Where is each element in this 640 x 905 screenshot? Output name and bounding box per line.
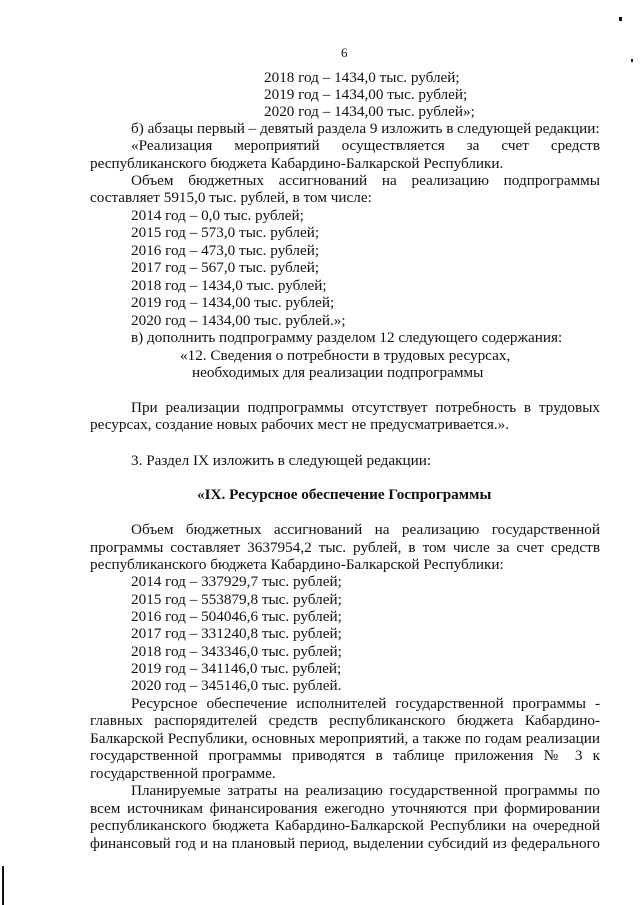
text-line: 2018 год – 1434,0 тыс. рублей; [131,277,327,294]
text-line: 2017 год – 567,0 тыс. рублей; [131,259,320,276]
text-line: 2020 год – 1434,00 тыс. рублей»; [264,103,475,120]
text-line: 2015 год – 573,0 тыс. рублей; [131,224,320,241]
text-line: составляет 5915,0 тыс. рублей, в том числе: [90,189,372,206]
text-line: 2016 год – 473,0 тыс. рублей; [131,242,320,259]
text-line: программы составляет 3637954,2 тыс. рублей, в том числе за счет средств [90,539,600,556]
text-line: Объем бюджетных ассигнований на реализацию подпрограммы [131,172,600,189]
text-line: 2014 год – 0,0 тыс. рублей; [131,207,304,224]
text-line: При реализации подпрограммы отсутствует потребность в трудовых [131,399,600,416]
text-line: 2020 год – 345146,0 тыс. рублей. [131,677,342,694]
text-line: Планируемые затраты на реализацию государственной программы по [131,782,600,799]
text-line: республиканского бюджета Кабардино-Балкарской Республики. [90,155,504,172]
section-heading-line: необходимых для реализации подпрограммы [192,364,484,381]
page-number: 6 [341,45,348,60]
text-line: государственной программе. [90,765,276,782]
text-line: главных распорядителей средств республиканского бюджета Кабардино- [90,712,600,729]
text-line: 3. Раздел IX изложить в следующей редакции: [131,452,432,469]
text-line: 2018 год – 343346,0 тыс. рублей; [131,643,342,660]
text-line: 2018 год – 1434,0 тыс. рублей; [264,69,460,86]
text-line: Балкарской Республики, основных мероприятий, а также по годам реализации [90,730,600,747]
text-line: 2017 год – 331240,8 тыс. рублей; [131,625,342,642]
scan-mark-right [631,59,633,62]
text-line: Объем бюджетных ассигнований на реализацию государственной [131,521,600,538]
text-line: 2020 год – 1434,00 тыс. рублей.»; [131,312,346,329]
text-line: б) абзацы первый – девятый раздела 9 изложить в следующей редакции: [131,120,600,137]
text-line: республиканского бюджета Кабардино-Балкарской Республики: [90,556,504,573]
text-line: 2014 год – 337929,7 тыс. рублей; [131,573,342,590]
text-line: республиканского бюджета Кабардино-Балкарской Республики на очередной [90,817,600,834]
text-line: всем источникам финансирования ежегодно уточняются при формировании [90,800,600,817]
text-line: 2015 год – 553879,8 тыс. рублей; [131,591,342,608]
text-line: в) дополнить подпрограмму разделом 12 следующего содержания: [131,329,563,346]
text-line: 2019 год – 1434,00 тыс. рублей; [131,294,335,311]
text-line: 2019 год – 341146,0 тыс. рублей; [131,660,342,677]
text-line: государственной программы приводятся в таблице приложения № 3 к [90,747,600,764]
scan-mark-left-edge [2,866,4,905]
section-heading-line: «12. Сведения о потребности в трудовых ресурсах, [180,347,511,364]
text-line: финансовый год и на плановый период, выделении субсидий из федерального [90,835,600,852]
text-line: 2019 год – 1434,00 тыс. рублей; [264,86,468,103]
text-line: «Реализация мероприятий осуществляется за счет средств [131,137,600,154]
text-line: ресурсах, создание новых рабочих мест не предусматривается.». [90,416,510,433]
section-title: «IX. Ресурсное обеспечение Госпрограммы [197,486,492,503]
text-line: 2016 год – 504046,6 тыс. рублей; [131,608,342,625]
text-line: Ресурсное обеспечение исполнителей государственной программы - [131,695,600,712]
scan-mark-top-right [619,17,622,21]
